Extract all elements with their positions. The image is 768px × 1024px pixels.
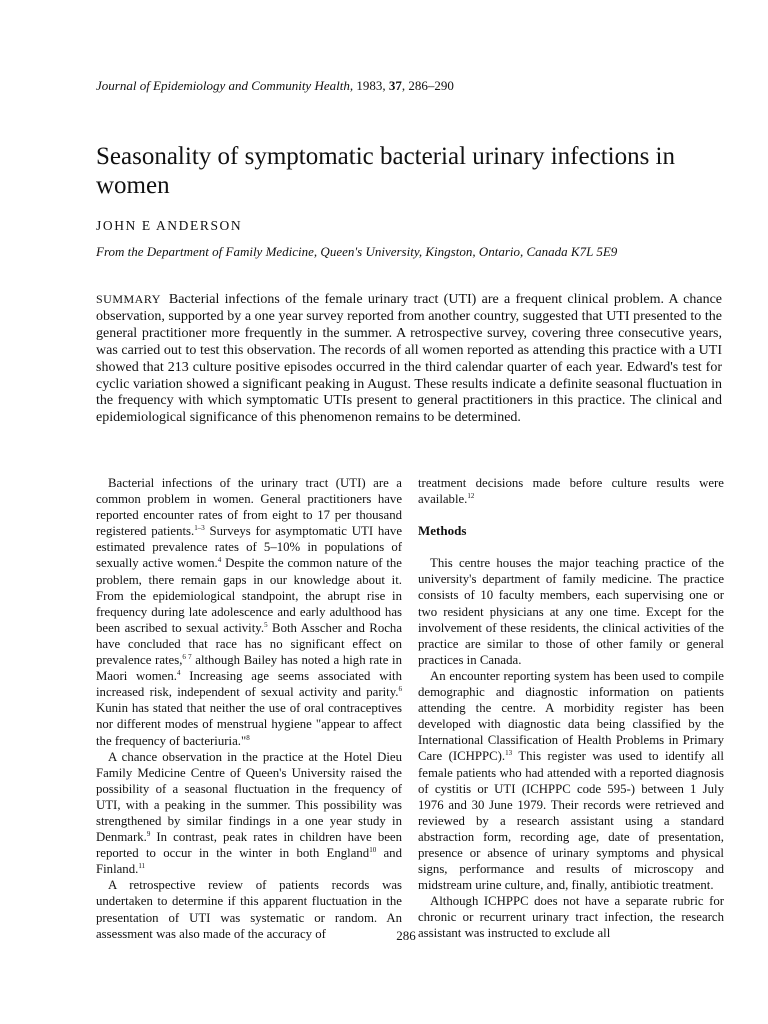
methods-paragraph: An encounter reporting system has been used to compile demographic and diagnostic information on patients attending the centre. A morbidity register has been developed with diagnostic data being classified by the International Classification of Health Problems in Primary Care (ICHPPC).$^{13}$ This register was used to identify all female patients who had attended with a reported diagnosis of cystitis or UTI (ICHPPC code 595-) between 1 July 1976 and 30 June 1979. Their records were retrieved and reviewed by a research assistant using a standard abstraction form, recording age, date of presentation, presence or absence of urinary symptoms and physical signs, performance and results of microscopy and midstream urine culture, and, finally, antibiotic treatment. bbox=[418, 668, 724, 893]
left-column bbox=[96, 475, 402, 942]
methods-heading: Methods bbox=[418, 523, 467, 539]
journal-name: Journal of Epidemiology and Community Health, bbox=[96, 78, 354, 93]
right-column bbox=[418, 475, 724, 942]
body-paragraph: Bacterial infections of the urinary tract (UTI) are a common problem in women. General practitioners have reported encounter rates of from eight to 17 per thousand registered patients.$^{1-3}$ Surveys for asymptomatic UTI have estimated prevalence rates of 5–10% in populations of sexually active women.$^4$ Despite the common nature of the problem, there remain gaps in our knowledge about it. From the epidemiological standpoint, the abrupt rise in frequency during late adolescence and early adulthood has been ascribed to sexual activity.$^5$ Both Asscher and Rocha have concluded that race has no significant effect on prevalence rates,$^{6 7}$ although Bailey has noted a high rate in Maori women.$^4$ Increasing age seems associated with increased risk, independent of sexual activity and parity.$^6$ Kunin has stated that neither the use of oral contraceptives nor different modes of menstrual hygiene "appear to affect the frequency of bacteriuria."$^8$ bbox=[96, 476, 403, 748]
journal-citation bbox=[96, 78, 454, 94]
summary-text: Bacterial infections of the female urinary tract (UTI) are a frequent clinical problem. A chance observation, supported by a one year survey reported from another country, suggested that UTI presented to the general practitioner more frequently in the summer. A retrospective survey, covering three consecutive years, was carried out to test this observation. The records of all women reported as attending this practice with a UTI showed that 213 culture positive episodes occurred in the third calendar quarter of each year. Edward's test for cyclic variation showed a significant peaking in August. These results indicate a definite seasonal fluctuation in the frequency with which symptomatic UTIs present to general practitioners in this practice. The clinical and epidemiological significance of this phenomenon remains to be determined. bbox=[96, 292, 722, 426]
journal-year: 1983, bbox=[353, 78, 389, 93]
body-paragraph: A chance observation in the practice at the Hotel Dieu Family Medicine Centre of Queen's University raised the possibility of a seasonal fluctuation in the frequency of UTI, with a peaking in the summer. This possibility was strengthened by similar findings in a one year study in Denmark.$^9$ In contrast, peak rates in children have been reported to occur in the winter in both England$^{10}$ and Finland.$^{11}$ bbox=[96, 749, 402, 877]
article-title: Seasonality of symptomatic bacterial urinary infections in women bbox=[96, 143, 676, 199]
methods-paragraph: This centre houses the major teaching practice of the university's department of family medicine. The practice consists of 10 faculty members, each supervising one or two resident physicians at any one time. Except for the involvement of these residents, the clinical activities of the practice are similar to those of other family or general practices in Canada. bbox=[418, 556, 724, 667]
author-name: JOHN E ANDERSON bbox=[96, 218, 243, 233]
author-affiliation: From the Department of Family Medicine, Queen's University, Kingston, Ontario, Canada K7L 5E9 bbox=[96, 244, 618, 259]
body-paragraph-continued: treatment decisions made before culture results were available.$^{12}$ bbox=[418, 476, 724, 507]
summary-label: SUMMARY bbox=[96, 292, 161, 306]
methods-paragraph: Although ICHPPC does not have a separate rubric for chronic or recurrent urinary tract infection, the research assistant was instructed to exclude all bbox=[418, 894, 724, 941]
journal-volume: 37 bbox=[388, 78, 402, 93]
page-number: 286 bbox=[396, 928, 416, 943]
journal-pages: , 286–290 bbox=[401, 78, 454, 93]
summary-abstract bbox=[96, 291, 722, 427]
body-paragraph: A retrospective review of patients records was undertaken to determine if this apparent fluctuation in the presentation of UTI was systematic or random. An assessment was also made of the accuracy of bbox=[96, 878, 402, 941]
